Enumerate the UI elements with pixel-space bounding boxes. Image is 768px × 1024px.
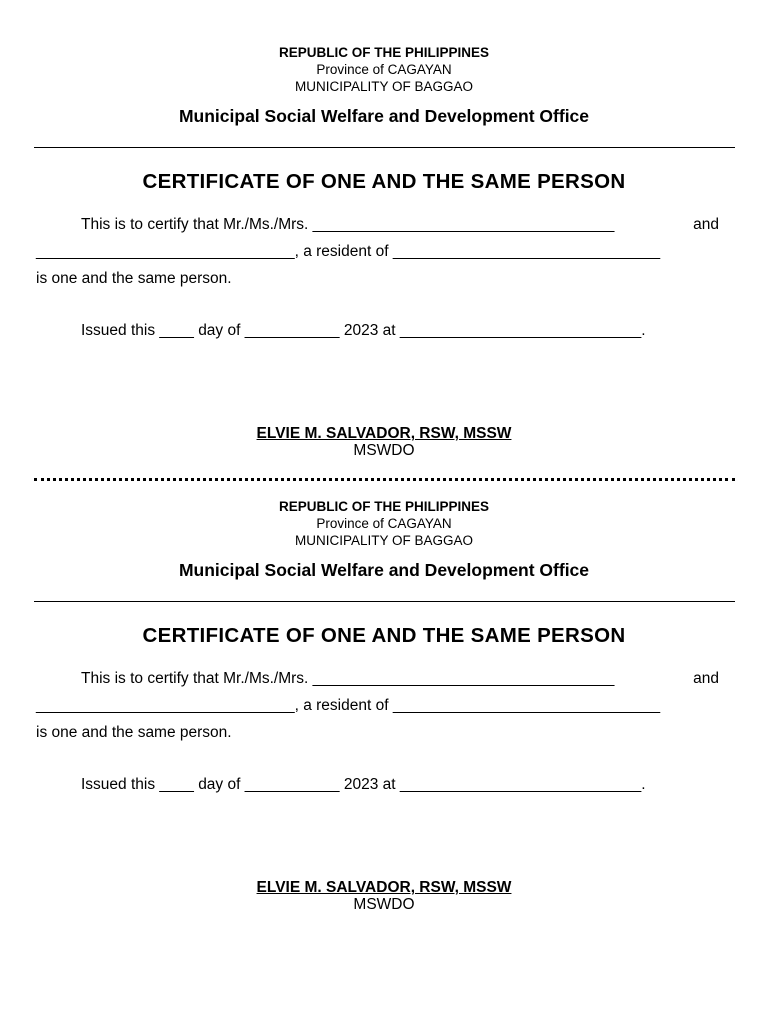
republic-header: REPUBLIC OF THE PHILIPPINES: [278, 45, 490, 60]
same-person-line: is one and the same person.: [36, 724, 232, 741]
province-header: Province of CAGAYAN: [316, 62, 452, 77]
certify-line-end: and: [693, 216, 719, 233]
province-header: Province of CAGAYAN: [316, 516, 452, 531]
signatory-position: MSWDO: [353, 442, 415, 459]
certify-line-end: and: [693, 670, 719, 687]
same-person-line: is one and the same person.: [36, 270, 232, 287]
issued-line: Issued this ____ day of ___________ 2023 at ____________________________.: [81, 776, 646, 793]
resident-line: ______________________________, a resident of _______________________________: [36, 697, 661, 714]
certificate-title: CERTIFICATE OF ONE AND THE SAME PERSON: [142, 624, 626, 647]
certificate-2: [0, 454, 768, 913]
header-divider: [34, 147, 735, 148]
signatory-name: ELVIE M. SALVADOR, RSW, MSSW: [256, 879, 512, 896]
municipality-header: MUNICIPALITY OF BAGGAO: [294, 533, 474, 548]
issued-line: Issued this ____ day of ___________ 2023 at ____________________________.: [81, 322, 646, 339]
office-name: Municipal Social Welfare and Development Office: [178, 560, 590, 580]
header-divider: [34, 601, 735, 602]
certify-line: This is to certify that Mr./Ms./Mrs. ___________________________________: [81, 216, 615, 233]
certify-line: This is to certify that Mr./Ms./Mrs. ___________________________________: [81, 670, 615, 687]
resident-line: ______________________________, a resident of _______________________________: [36, 243, 661, 260]
municipality-header: MUNICIPALITY OF BAGGAO: [294, 79, 474, 94]
republic-header: REPUBLIC OF THE PHILIPPINES: [278, 499, 490, 514]
signatory-position: MSWDO: [353, 896, 415, 913]
signatory-name: ELVIE M. SALVADOR, RSW, MSSW: [256, 425, 512, 442]
office-name: Municipal Social Welfare and Development Office: [178, 106, 590, 126]
certificate-title: CERTIFICATE OF ONE AND THE SAME PERSON: [142, 170, 626, 193]
certificate-1: [0, 0, 768, 459]
